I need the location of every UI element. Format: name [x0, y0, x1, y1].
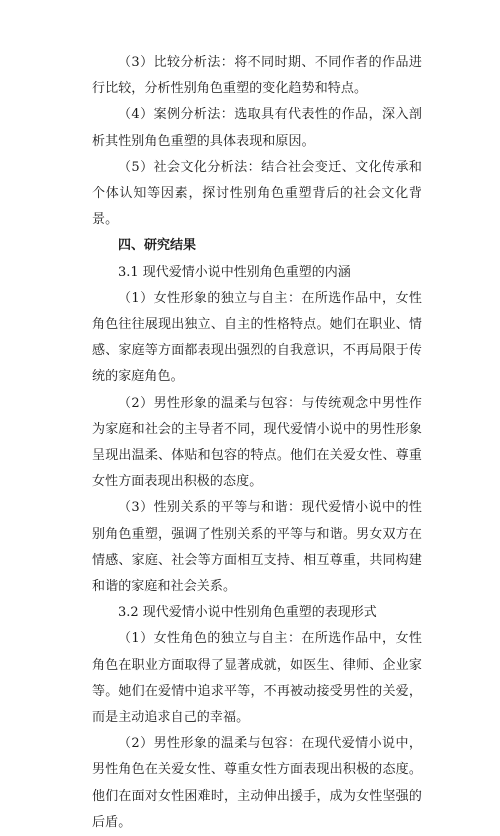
paragraph-method-4: （4）案例分析法：选取具有代表性的作品，深入剖析其性别角色重塑的具体表现和原因。: [92, 107, 422, 149]
section-heading-results: 四、研究结果: [118, 238, 197, 254]
paragraph-method-5: （5）社会文化分析法：结合社会变迁、文化传承和个体认知等因素，探讨性别角色重塑背后的社会文化背景。: [92, 159, 422, 228]
paragraph-3-1-item-1: （1）女性形象的独立与自主：在所选作品中，女性角色往往展现出独立、自主的性格特点。她们在职业、情感、家庭等方面都表现出强烈的自我意识，不再局限于传统的家庭角色。: [92, 290, 422, 385]
document-page: [92, 50, 422, 836]
subsection-heading-3-2: 3.2 现代爱情小说中性别角色重塑的表现形式: [118, 605, 377, 621]
subsection-heading-3-1: 3.1 现代爱情小说中性别角色重塑的内涵: [118, 264, 351, 280]
paragraph-method-3: （3）比较分析法：将不同时期、不同作者的作品进行比较，分析性别角色重塑的变化趋势和特点。: [92, 55, 422, 97]
paragraph-3-1-item-3: （3）性别关系的平等与和谐：现代爱情小说中的性别角色重塑，强调了性别关系的平等与和谐。男女双方在情感、家庭、社会等方面相互支持、相互尊重，共同构建和谐的家庭和社会关系。: [92, 500, 422, 595]
paragraph-3-1-item-2: （2）男性形象的温柔与包容：与传统观念中男性作为家庭和社会的主导者不同，现代爱情小说中的男性形象呈现出温柔、体贴和包容的特点。他们在关爱女性、尊重女性方面表现出积极的态度。: [92, 395, 422, 490]
paragraph-3-2-item-1: （1）女性角色的独立与自主：在所选作品中，女性角色在职业方面取得了显著成就，如医生、律师、企业家等。她们在爱情中追求平等，不再被动接受男性的关爱，而是主动追求自己的幸福。: [92, 631, 422, 726]
paragraph-3-2-item-2: （2）男性形象的温柔与包容：在现代爱情小说中，男性角色在关爱女性、尊重女性方面表现出积极的态度。他们在面对女性困难时，主动伸出援手，成为女性坚强的后盾。: [92, 736, 422, 830]
